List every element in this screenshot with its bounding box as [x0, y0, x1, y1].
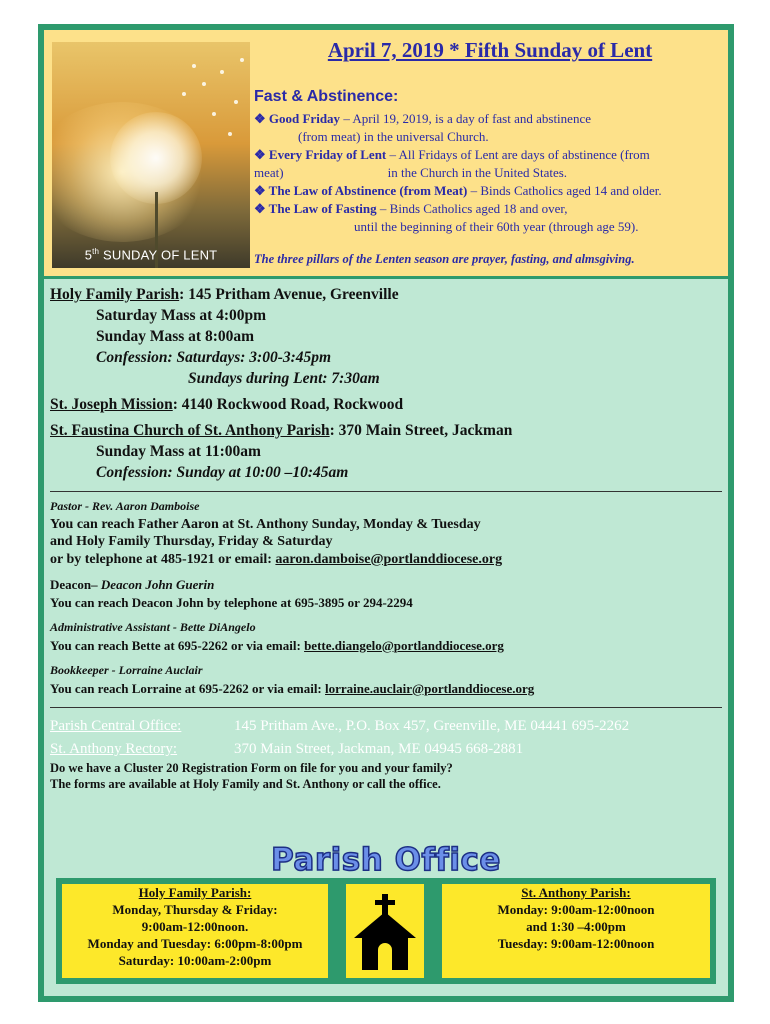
page-title: April 7, 2019 * Fifth Sunday of Lent — [327, 38, 653, 62]
lent-header — [44, 30, 728, 279]
fast-heading: Fast & Abstinence: — [254, 88, 399, 105]
hf-confession: Confession: Saturdays: 3:00-3:45pm — [96, 349, 332, 366]
dandelion-head — [110, 112, 202, 204]
bookkeeper-role: Bookkeeper - Lorraine Auclair — [50, 663, 203, 677]
image-caption: 5th SUNDAY OF LENT — [84, 246, 218, 262]
hf-sunday-mass: Sunday Mass at 8:00am — [96, 328, 255, 345]
admin-email-link[interactable]: bette.diangelo@portlanddiocese.org — [304, 637, 504, 653]
sf-sunday-mass: Sunday Mass at 11:00am — [96, 443, 261, 460]
sa-hours-line: and 1:30 –4:00pm — [526, 919, 626, 934]
bookkeeper-line: You can reach Lorraine at 695-2262 or via email: lorraine.auclair@portlanddiocese.org — [50, 680, 535, 696]
church-icon — [352, 892, 418, 972]
hf-hours-line: 9:00am-12:00noon. — [141, 919, 249, 934]
main-content — [50, 284, 722, 792]
pastor-role: Pastor - Rev. Aaron Damboise — [50, 499, 200, 513]
pastor-line-2: and Holy Family Thursday, Friday & Saturday — [50, 534, 333, 549]
rule-fridays-cont: meat) in the Church in the United States. — [254, 165, 568, 180]
hf-saturday-mass: Saturday Mass at 4:00pm — [96, 307, 267, 324]
st-anthony-hours — [442, 884, 710, 978]
st-faustina-line: St. Faustina Church of St. Anthony Parish: 370 Main Street, Jackman — [50, 422, 513, 439]
holy-family-line: Holy Family Parish: 145 Pritham Avenue, Greenville — [50, 286, 399, 303]
hf-hours-head: Holy Family Parish: — [138, 885, 252, 900]
hf-hours-line: Monday and Tuesday: 6:00pm-8:00pm — [87, 936, 303, 951]
rule-good-friday-cont: (from meat) in the universal Church. — [298, 129, 489, 144]
admin-role: Administrative Assistant - Bette DiAngelo — [50, 620, 256, 634]
bookkeeper-email-link[interactable]: lorraine.auclair@portlanddiocese.org — [325, 680, 535, 696]
pastor-line-3: or by telephone at 485-1921 or email: aaron.damboise@portlanddiocese.org — [50, 551, 503, 567]
st-joseph-line: St. Joseph Mission: 4140 Rockwood Road, Rockwood — [50, 396, 404, 413]
rule-fridays: ❖ Every Friday of Lent – All Fridays of Lent are days of abstinence (from — [254, 147, 650, 162]
holy-family-hours — [62, 884, 328, 978]
rule-good-friday: ❖ Good Friday – April 19, 2019, is a day of fast and abstinence — [254, 111, 591, 126]
registration-note: The forms are available at Holy Family and St. Anthony or call the office. — [50, 777, 441, 791]
rule-fasting: ❖ The Law of Fasting – Binds Catholics aged 18 and over, — [254, 201, 568, 216]
sa-hours-head: St. Anthony Parish: — [521, 885, 631, 900]
deacon-role: Deacon– Deacon John Guerin — [50, 577, 215, 592]
sf-confession: Confession: Sunday at 10:00 –10:45am — [96, 464, 349, 481]
admin-line: You can reach Bette at 695-2262 or via email: bette.diangelo@portlanddiocese.org — [50, 637, 504, 653]
pillars-text: The three pillars of the Lenten season are prayer, fasting, and almsgiving. — [254, 252, 635, 266]
hf-hours-line: Saturday: 10:00am-2:00pm — [118, 953, 272, 968]
hf-hours-line: Monday, Thursday & Friday: — [112, 902, 278, 917]
office-hours-panel — [56, 878, 716, 984]
pastor-email-link[interactable]: aaron.damboise@portlanddiocese.org — [275, 551, 503, 567]
sa-hours-line: Monday: 9:00am-12:00noon — [497, 902, 655, 917]
rule-abstinence: ❖ The Law of Abstinence (from Meat) – Binds Catholics aged 14 and older. — [254, 183, 662, 198]
sa-hours-line: Tuesday: 9:00am-12:00noon — [497, 936, 655, 951]
pastor-line-1: You can reach Father Aaron at St. Anthony Sunday, Monday & Tuesday — [50, 516, 481, 532]
hf-confession-lent: Sundays during Lent: 7:30am — [188, 370, 380, 387]
bulletin-frame — [38, 24, 734, 1002]
deacon-line: You can reach Deacon John by telephone at 695-3895 or 294-2294 — [50, 594, 413, 610]
office-hours-banner: Parish Office — [271, 842, 501, 878]
registration-question: Do we have a Cluster 20 Registration Form on file for you and your family? — [50, 761, 453, 775]
rule-fasting-cont: until the beginning of their 60th year (through age 59). — [354, 219, 639, 234]
church-icon-box — [346, 884, 424, 978]
central-office-row: Parish Central Office: 145 Pritham Ave., P.O. Box 457, Greenville, ME 04441 695-2262 — [50, 718, 630, 734]
fast-rules — [254, 110, 724, 236]
dandelion-image — [52, 42, 250, 268]
staff-section — [50, 498, 722, 697]
rectory-row: St. Anthony Rectory: 370 Main Street, Jackman, ME 04945 668-2881 — [50, 741, 524, 757]
